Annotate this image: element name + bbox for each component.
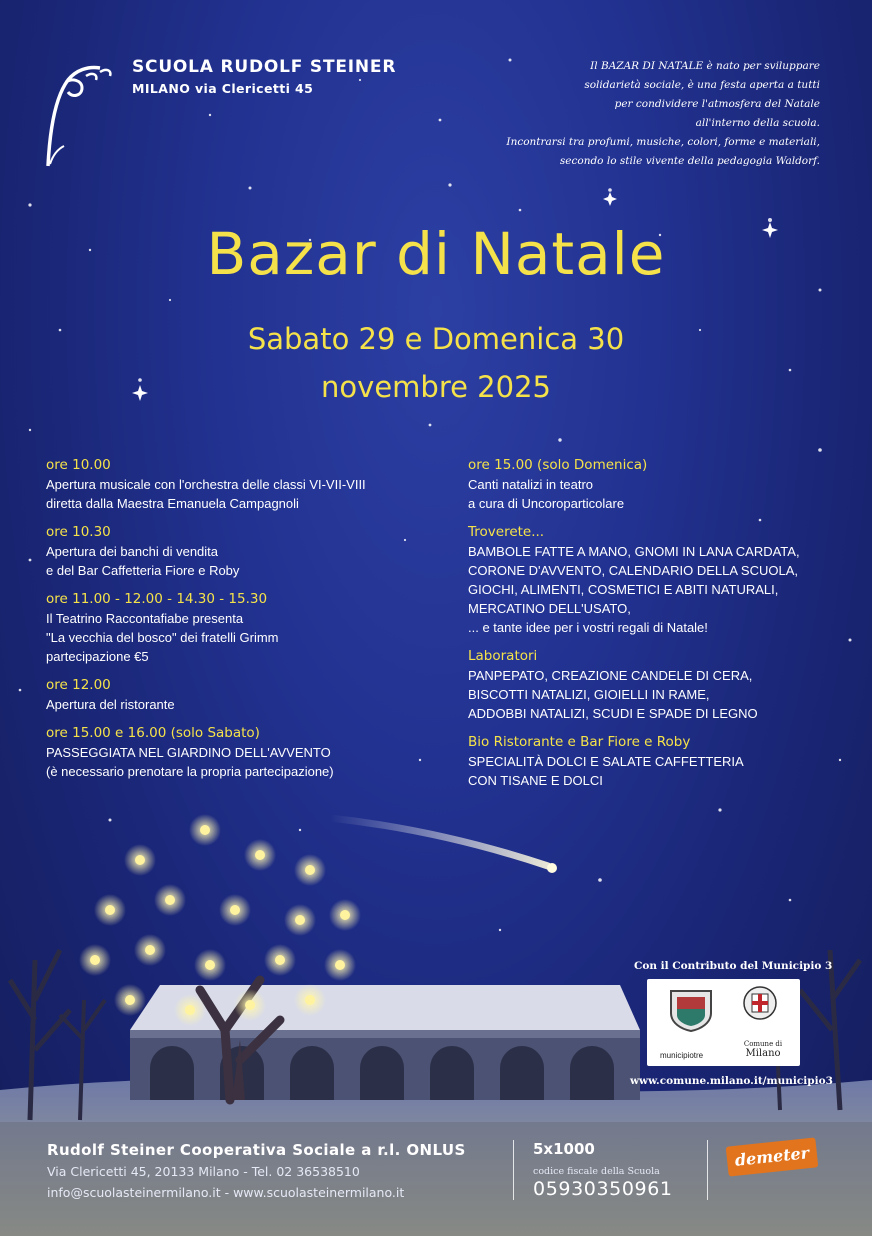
program-line: SPECIALITÀ DOLCI E SALATE CAFFETTERIA xyxy=(468,754,744,769)
intro-line: per condividere l'atmosfera del Natale xyxy=(614,98,820,110)
tax-code-label: codice fiscale della Scuola xyxy=(533,1166,660,1177)
program-line: (è necessario prenotare la propria partecipazione) xyxy=(46,764,334,779)
footer-divider xyxy=(707,1140,708,1200)
event-date-line-1: Sabato 29 e Domenica 30 xyxy=(247,322,625,356)
program-item xyxy=(46,589,446,666)
program-line: PANPEPATO, CREAZIONE CANDELE DI CERA, xyxy=(468,668,753,683)
comune-big: Milano xyxy=(745,1048,781,1059)
footer-divider xyxy=(513,1140,514,1200)
municipio-shield-icon xyxy=(667,987,715,1033)
sponsor-url[interactable]: www.comune.milano.it/municipio3 xyxy=(630,1075,833,1087)
program-heading: Laboratori xyxy=(468,648,538,664)
program-heading: Troverete... xyxy=(468,524,545,540)
program-line: Apertura dei banchi di vendita xyxy=(46,544,219,559)
program-item xyxy=(46,455,446,513)
milano-crest-icon xyxy=(742,985,778,1021)
program-line: CORONE D'AVVENTO, CALENDARIO DELLA SCUOLA, xyxy=(468,563,798,578)
program-line: partecipazione €5 xyxy=(46,649,149,664)
organization-name: Rudolf Steiner Cooperativa Sociale a r.l. ONLUS xyxy=(47,1141,466,1159)
program-line: BISCOTTI NATALIZI, GIOIELLI IN RAME, xyxy=(468,687,710,702)
municipio-label: municipiotre xyxy=(660,1051,704,1060)
program-line: MERCATINO DELL'USATO, xyxy=(468,601,631,616)
program-line: ... e tante idee per i vostri regali di Natale! xyxy=(468,620,708,635)
program-item xyxy=(468,732,848,790)
program-left-column xyxy=(46,455,446,790)
school-address: MILANO via Clericetti 45 xyxy=(132,81,314,96)
program-item xyxy=(46,675,446,714)
program-item xyxy=(46,723,446,781)
intro-line: solidarietà sociale, è una festa aperta a tutti xyxy=(584,79,820,91)
program-line: BAMBOLE FATTE A MANO, GNOMI IN LANA CARDATA, xyxy=(468,544,800,559)
comune-label xyxy=(740,1040,786,1058)
program-item xyxy=(46,522,446,580)
program-line: Il Teatrino Raccontafiabe presenta xyxy=(46,611,244,626)
five-x-mille: 5x1000 xyxy=(533,1140,595,1158)
program-right-column xyxy=(468,455,848,799)
program-time: ore 15.00 (solo Domenica) xyxy=(468,457,648,473)
program-time: ore 15.00 e 16.00 (solo Sabato) xyxy=(46,725,260,741)
program-line: CON TISANE E DOLCI xyxy=(468,773,603,788)
event-title: Bazar di Natale xyxy=(206,220,666,288)
organization-contacts[interactable]: info@scuolasteinermilano.it - www.scuolasteinermilano.it xyxy=(47,1185,405,1200)
steiner-logo-icon xyxy=(42,56,124,168)
program-heading: Bio Ristorante e Bar Fiore e Roby xyxy=(468,734,691,750)
program-line: a cura di Uncoroparticolare xyxy=(468,496,625,511)
program-item xyxy=(468,522,848,637)
program-time: ore 10.30 xyxy=(46,524,111,540)
program-time: ore 11.00 - 12.00 - 14.30 - 15.30 xyxy=(46,591,268,607)
program-line: PASSEGGIATA NEL GIARDINO DELL'AVVENTO xyxy=(46,745,331,760)
school-name: SCUOLA RUDOLF STEINER xyxy=(132,57,397,77)
program-time: ore 12.00 xyxy=(46,677,111,693)
intro-line: Il BAZAR DI NATALE è nato per sviluppare xyxy=(590,60,820,72)
event-date-line-2: novembre 2025 xyxy=(321,370,551,404)
program-line: e del Bar Caffetteria Fiore e Roby xyxy=(46,563,240,578)
program-line: ADDOBBI NATALIZI, SCUDI E SPADE DI LEGNO xyxy=(468,706,758,721)
intro-line: secondo lo stile vivente della pedagogia Waldorf. xyxy=(559,155,820,167)
program-line: GIOCHI, ALIMENTI, COSMETICI E ABITI NATURALI, xyxy=(468,582,779,597)
comune-small: Comune di xyxy=(743,1040,783,1048)
organization-address: Via Clericetti 45, 20133 Milano - Tel. 02 36538510 xyxy=(47,1164,360,1179)
program-line: diretta dalla Maestra Emanuela Campagnoli xyxy=(46,496,299,511)
intro-text xyxy=(460,57,820,171)
intro-line: all'interno della scuola. xyxy=(695,117,820,129)
program-line: Apertura musicale con l'orchestra delle classi VI-VII-VIII xyxy=(46,477,366,492)
program-time: ore 10.00 xyxy=(46,457,111,473)
intro-line: Incontrarsi tra profumi, musiche, colori, forme e materiali, xyxy=(506,136,820,148)
program-line: Canti natalizi in teatro xyxy=(468,477,594,492)
program-line: "La vecchia del bosco" dei fratelli Grimm xyxy=(46,630,279,645)
program-item xyxy=(468,646,848,723)
sponsor-label: Con il Contributo del Municipio 3 xyxy=(634,960,833,972)
tax-code-number: 05930350961 xyxy=(533,1178,673,1200)
program-item xyxy=(468,455,848,513)
demeter-logo: demeter xyxy=(726,1137,819,1176)
program-line: Apertura del ristorante xyxy=(46,697,175,712)
